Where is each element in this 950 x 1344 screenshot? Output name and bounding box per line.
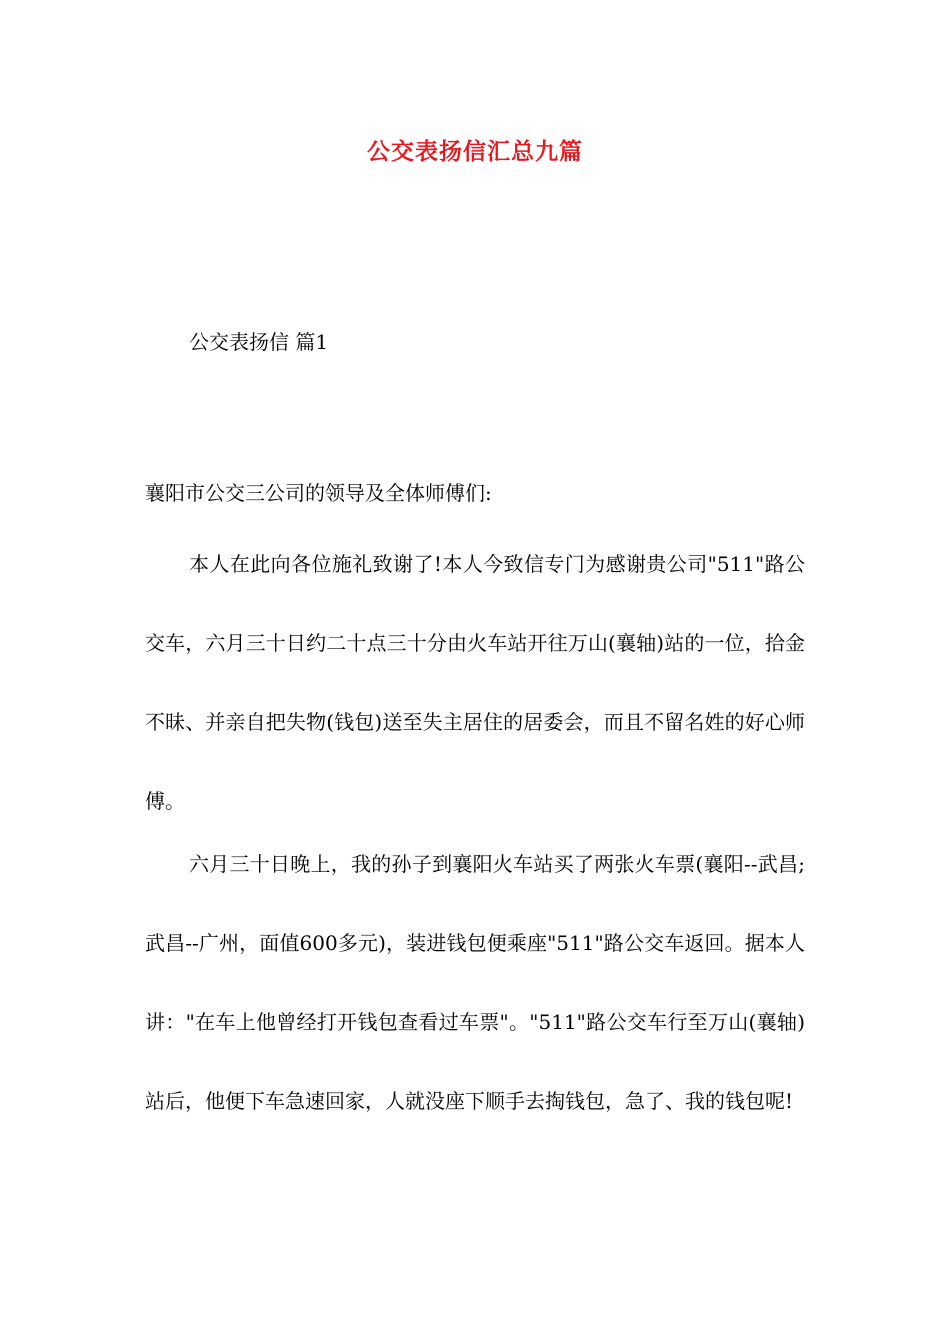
- body-paragraph: 本人在此向各位施礼致谢了!本人今致信专门为感谢贵公司"511"路公交车，六月三十日约二十点三十分由火车站开往万山(襄轴)站的一位，拾金不昧、并亲自把失物(钱包)送至失主居住的居委会，而且不留名姓的好心师傅。: [145, 552, 805, 813]
- section-heading: 公交表扬信 篇1: [189, 330, 329, 354]
- document-title: 公交表扬信汇总九篇: [367, 139, 583, 165]
- body-paragraph: 六月三十日晚上，我的孙子到襄阳火车站买了两张火车票(襄阳--武昌;武昌--广州，面值600多元)，装进钱包便乘座"511"路公交车返回。据本人讲："在车上他曾经打开钱包查看过车票"。"511"路公交车行至万山(襄轴)站后，他便下车急速回家，人就没座下顺手去掏钱包，急了、我的钱包呢!: [145, 852, 805, 1113]
- salutation: 襄阳市公交三公司的领导及全体师傅们:: [145, 481, 492, 505]
